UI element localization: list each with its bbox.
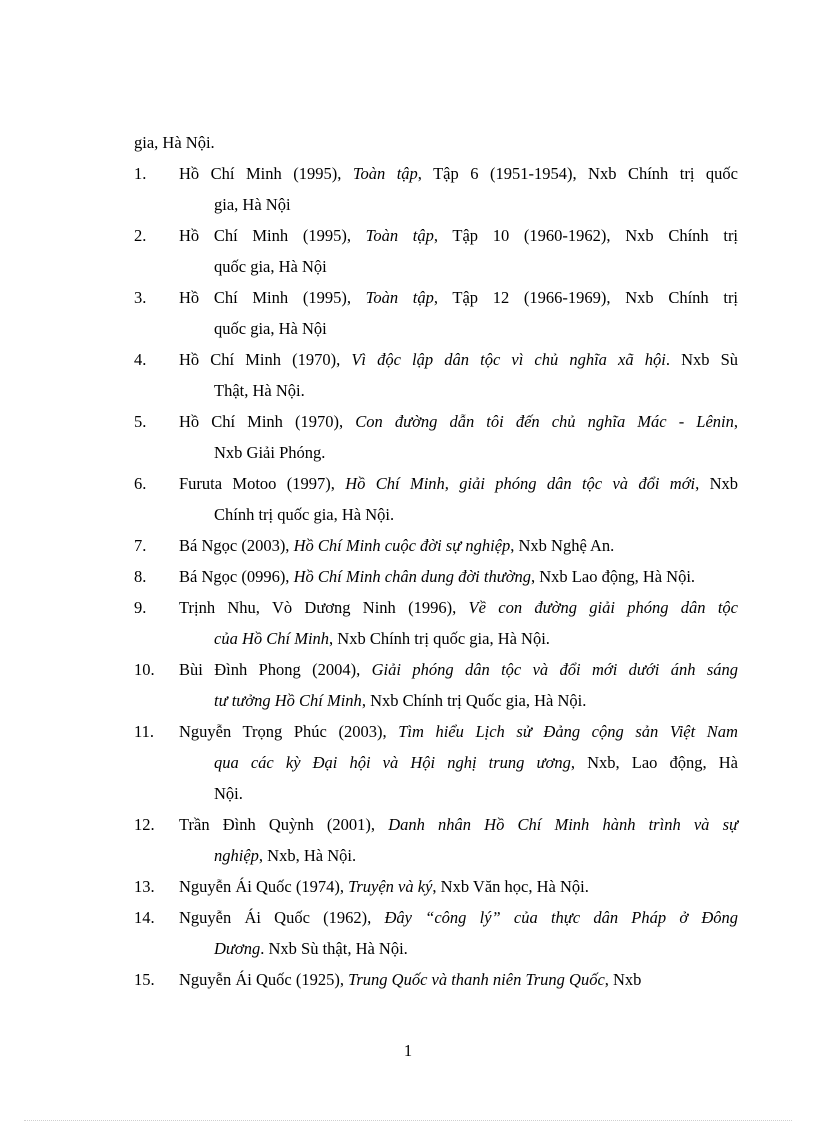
reference-number: 7. [134,536,147,555]
reference-number: 13. [134,877,155,896]
reference-text: , [733,412,739,431]
reference-line [214,319,327,339]
reference-number: 8. [134,567,147,586]
reference-line [179,970,641,990]
reference-text: Bá Ngọc (0996), [179,567,294,586]
reference-line [214,784,243,804]
reference-line [179,474,738,494]
reference-title: Đây “công lý” của thực dân Pháp ở Đông [384,908,739,927]
reference-line [179,288,738,308]
reference-title: Về con đường giải phóng dân tộc [468,598,739,617]
reference-number: 15. [134,970,155,989]
reference-title: Danh nhân Hồ Chí Minh hành trình và sự [388,815,738,834]
reference-title: qua các kỳ Đại hội và Hội nghị trung ương [214,753,571,772]
reference-title: tư tưởng Hồ Chí Minh [214,691,362,710]
reference-line [179,908,738,928]
reference-text: quốc gia, Hà Nội [214,257,327,276]
reference-text: , Nxb Lao động, Hà Nội. [531,567,696,586]
reference-text: , Tập 10 (1960-1962), Nxb Chính trị [433,226,739,245]
reference-number: 11. [134,722,155,741]
reference-line [179,536,614,556]
reference-text: Thật, Hà Nội. [214,381,305,400]
reference-line [179,567,695,587]
reference-text: gia, Hà Nội [214,195,291,214]
reference-line [214,195,291,215]
reference-title: Hồ Chí Minh, giải phóng dân tộc và đổi mới [345,474,696,493]
reference-number: 12. [134,815,155,834]
reference-line [179,598,738,618]
reference-line [214,381,305,401]
reference-title: Toàn tập [352,164,418,183]
reference-line [214,753,738,773]
reference-text: , Nxb [695,474,739,493]
reference-text: , Nxb, Lao động, Hà [570,753,738,772]
reference-text: Hồ Chí Minh (1995), [179,288,366,307]
reference-text: , Nxb Văn học, Hà Nội. [432,877,589,896]
reference-text: , Nxb [604,970,642,989]
page-number: 1 [403,1041,413,1060]
reference-number: 4. [134,350,147,369]
reference-number: 1. [134,164,147,183]
reference-title: Toàn tập [365,226,434,245]
reference-number: 10. [134,660,155,679]
reference-number: 9. [134,598,147,617]
reference-title: của Hồ Chí Minh [214,629,330,648]
reference-title: Vì độc lập dân tộc vì chủ nghĩa xã hội [351,350,666,369]
reference-line [179,412,738,432]
reference-text: . Nxb Sù thật, Hà Nội. [260,939,408,958]
reference-line [214,443,325,463]
page-bottom-rule [24,1120,792,1121]
reference-text: , Tập 6 (1951-1954), Nxb Chính trị quốc [417,164,738,183]
reference-text: Nguyễn Ái Quốc (1925), [179,970,349,989]
reference-text: Nguyễn Ái Quốc (1962), [179,908,385,927]
reference-line [179,226,738,246]
reference-line [179,815,738,835]
reference-text: Bá Ngọc (2003), [179,536,294,555]
reference-title: Toàn tập [365,288,434,307]
reference-text: , Nxb, Hà Nội. [258,846,357,865]
reference-line [179,722,738,742]
reference-text: Trần Đình Quỳnh (2001), [179,815,389,834]
reference-line [214,939,408,959]
reference-line [179,660,738,680]
reference-line [214,629,550,649]
reference-text: Bùi Đình Phong (2004), [179,660,372,679]
reference-text: , Nxb Chính trị Quốc gia, Hà Nội. [361,691,587,710]
reference-title: Dương [214,939,261,958]
reference-text: , Nxb Chính trị quốc gia, Hà Nội. [329,629,550,648]
reference-line [179,164,738,184]
reference-line [214,257,327,277]
reference-title: nghiệp [214,846,259,865]
reference-number: 6. [134,474,147,493]
reference-text: Nguyễn Trọng Phúc (2003), [179,722,399,741]
reference-number: 2. [134,226,147,245]
reference-text: Hồ Chí Minh (1995), [179,164,353,183]
reference-title: Truyện và ký [348,877,433,896]
reference-line [179,350,738,370]
reference-line [214,691,586,711]
reference-text: Hồ Chí Minh (1970), [179,412,356,431]
continuation-line: gia, Hà Nội. [134,133,215,152]
reference-text: , Nxb Nghệ An. [510,536,615,555]
reference-text: . Nxb Sù [665,350,739,369]
reference-text: Hồ Chí Minh (1970), [179,350,352,369]
reference-title: Hồ Chí Minh chân dung đời thường [293,567,531,586]
reference-text: Furuta Motoo (1997), [179,474,346,493]
reference-title: Trung Quốc và thanh niên Trung Quốc [348,970,605,989]
reference-text: quốc gia, Hà Nội [214,319,327,338]
reference-title: Giải phóng dân tộc và đổi mới dưới ánh sáng [371,660,738,679]
reference-title: Con đường dẫn tôi đến chủ nghĩa Mác - Lênin [355,412,734,431]
reference-title: Hồ Chí Minh cuộc đời sự nghiệp [293,536,511,555]
reference-number: 14. [134,908,155,927]
reference-line [214,846,356,866]
reference-number: 3. [134,288,147,307]
reference-text: Chính trị quốc gia, Hà Nội. [214,505,395,524]
reference-text: Nxb Giải Phóng. [214,443,326,462]
reference-line [214,505,394,525]
reference-line [179,877,589,897]
reference-text: Hồ Chí Minh (1995), [179,226,366,245]
reference-text: Nội. [214,784,243,803]
reference-title: Tìm hiểu Lịch sử Đảng cộng sản Việt Nam [398,722,738,741]
reference-text: Trịnh Nhu, Vò Dương Ninh (1996), [179,598,469,617]
reference-text: Nguyễn Ái Quốc (1974), [179,877,349,896]
reference-text: , Tập 12 (1966-1969), Nxb Chính trị [433,288,739,307]
reference-number: 5. [134,412,147,431]
